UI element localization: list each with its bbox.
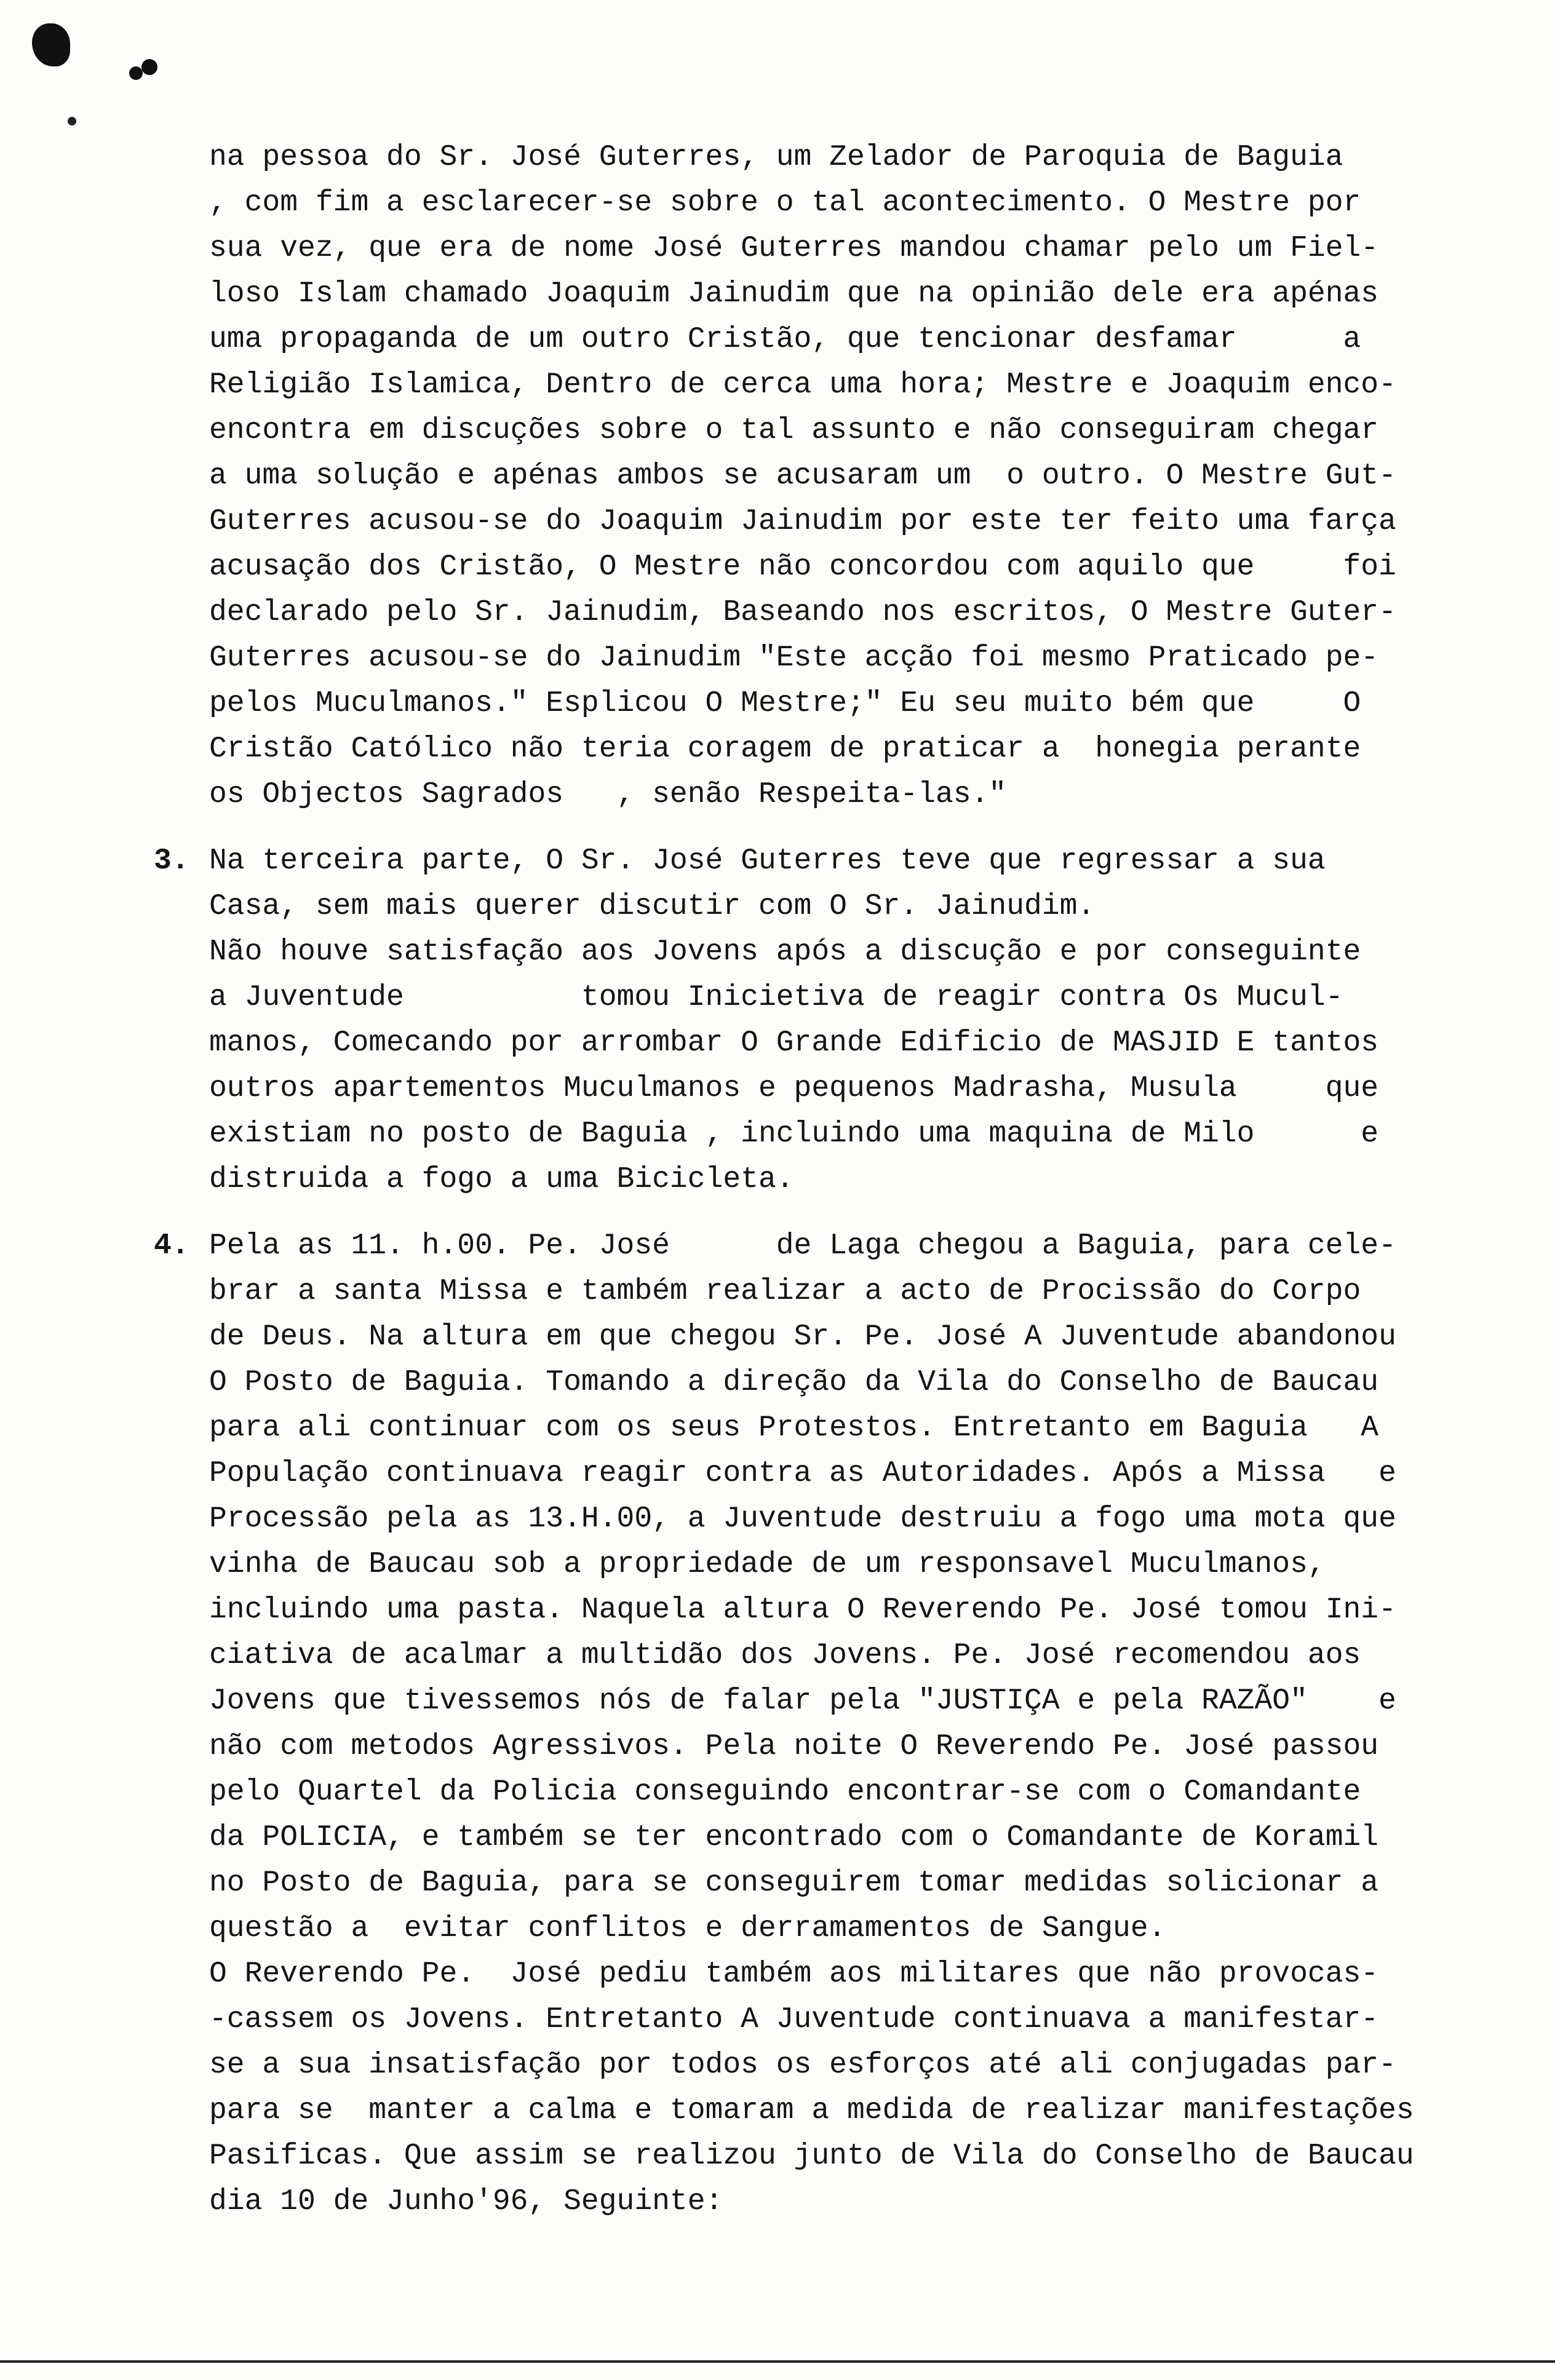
page-edge-line [0,2360,1555,2363]
text-line: não com metodos Agressivos. Pela noite O Reverendo Pe. José passou [209,1730,1379,1763]
text-line: Processão pela as 13.H.00, a Juventude destruiu a fogo uma mota que [209,1502,1396,1536]
text-line: os Objectos Sagrados , senão Respeita-las." [209,778,1007,811]
text-line: da POLICIA, e também se ter encontrado com o Comandante de Koramil [209,1821,1379,1854]
ink-dot-mark [129,66,143,80]
text-line: acusação dos Cristão, O Mestre não concordou com aquilo que foi [209,550,1396,584]
text-line: Cristão Católico não teria coragem de praticar a honegia perante [209,732,1361,766]
ink-dot-mark [141,59,157,75]
text-line: Jovens que tivessemos nós de falar pela "JUSTIÇA e pela RAZÃO" e [209,1684,1396,1718]
text-line: -cassem os Jovens. Entretanto A Juventude continuava a manifestar- [209,2003,1379,2036]
text-line: População continuava reagir contra as Autoridades. Após a Missa e [209,1457,1396,1490]
text-line: para ali continuar com os seus Protestos. Entretanto em Baguia A [209,1411,1379,1445]
text-line: Não houve satisfação aos Jovens após a discução e por conseguinte [209,935,1361,969]
text-line: O Posto de Baguia. Tomando a direção da Vila do Conselho de Baucau [209,1366,1379,1399]
text-line: Guterres acusou-se do Joaquim Jainudim por este ter feito uma farça [209,505,1396,538]
text-line: distruida a fogo a uma Bicicleta. [209,1163,794,1196]
text-line: na pessoa do Sr. José Guterres, um Zelador de Paroquia de Baguia [209,141,1343,174]
text-line: existiam no posto de Baguia , incluindo uma maquina de Milo e [209,1117,1379,1151]
text-line: uma propaganda de um outro Cristão, que tencionar desfamar a [209,323,1361,356]
text-line: de Deus. Na altura em que chegou Sr. Pe. José A Juventude abandonou [209,1320,1396,1354]
text-line: sua vez, que era de nome José Guterres mandou chamar pelo um Fiel- [209,232,1379,265]
text-line: questão a evitar conflitos e derramamentos de Sangue. [209,1912,1166,1945]
text-line: incluindo uma pasta. Naquela altura O Reverendo Pe. José tomou Ini- [209,1593,1396,1627]
text-line: Pasificas. Que assim se realizou junto de Vila do Conselho de Baucau [209,2140,1414,2173]
text-line: loso Islam chamado Joaquim Jainudim que na opinião dele era apénas [209,277,1379,311]
text-line: a uma solução e apénas ambos se acusaram um o outro. O Mestre Gut- [209,459,1396,493]
text-line: Guterres acusou-se do Jainudim "Este acção foi mesmo Praticado pe- [209,641,1379,675]
text-line: vinha de Baucau sob a propriedade de um responsavel Muculmanos, [209,1548,1326,1581]
text-line: encontra em discuções sobre o tal assunto e não conseguiram chegar [209,414,1379,447]
text-line: dia 10 de Junho'96, Seguinte: [209,2185,723,2218]
ink-blot-mark [32,23,70,66]
text-line: a Juventude tomou Inicietiva de reagir contra Os Mucul- [209,981,1343,1014]
text-line: no Posto de Baguia, para se conseguirem tomar medidas solicionar a [209,1866,1379,1900]
text-line: outros apartementos Muculmanos e pequenos Madrasha, Musula que [209,1072,1379,1105]
text-line: Casa, sem mais querer discutir com O Sr. Jainudim. [209,890,1096,923]
text-line: declarado pelo Sr. Jainudim, Baseando nos escritos, O Mestre Guter- [209,596,1396,629]
text-line: se a sua insatisfação por todos os esforços até ali conjugadas par- [209,2049,1396,2082]
text-line: , com fim a esclarecer-se sobre o tal acontecimento. O Mestre por [209,186,1361,220]
ink-dot-mark [68,117,76,125]
text-line: manos, Comecando por arrombar O Grande Edificio de MASJID E tantos [209,1026,1379,1060]
text-line: O Reverendo Pe. José pediu também aos militares que não provocas- [209,1958,1379,1991]
text-line: Pela as 11. h.00. Pe. José de Laga chegou a Baguia, para cele- [209,1229,1396,1263]
paragraph-marker: 3. [154,844,189,878]
text-line: Na terceira parte, O Sr. José Guterres teve que regressar a sua [209,844,1326,878]
text-line: pelos Muculmanos." Esplicou O Mestre;" Eu seu muito bém que O [209,687,1361,720]
paragraph-marker: 4. [154,1229,189,1263]
text-line: Religião Islamica, Dentro de cerca uma hora; Mestre e Joaquim enco- [209,368,1396,402]
text-line: para se manter a calma e tomaram a medida de realizar manifestações [209,2094,1414,2127]
text-line: ciativa de acalmar a multidão dos Jovens. Pe. José recomendou aos [209,1639,1361,1672]
text-line: brar a santa Missa e também realizar a acto de Procissão do Corpo [209,1275,1361,1308]
text-line: pelo Quartel da Policia conseguindo encontrar-se com o Comandante [209,1775,1361,1809]
